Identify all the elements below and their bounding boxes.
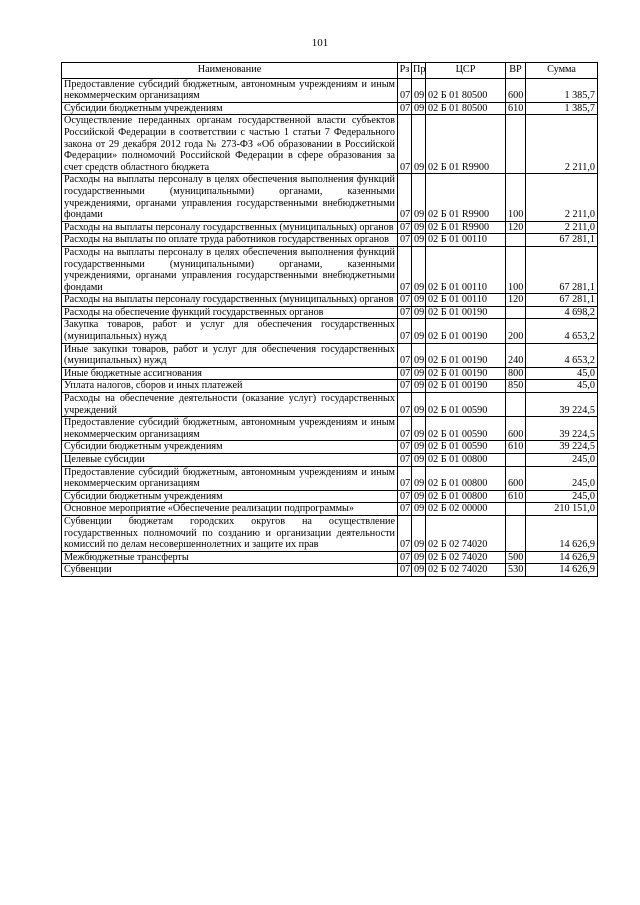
row-name: Целевые субсидии bbox=[62, 454, 398, 467]
table-row bbox=[62, 234, 598, 247]
table-row bbox=[62, 454, 598, 467]
row-rz: 07 bbox=[398, 490, 412, 503]
row-vr bbox=[506, 503, 526, 516]
row-pr: 09 bbox=[412, 319, 426, 343]
row-name: Иные бюджетные ассигнования bbox=[62, 367, 398, 380]
row-sum: 67 281,1 bbox=[526, 246, 598, 293]
row-csr: 02 Б 01 80500 bbox=[426, 102, 506, 115]
row-vr bbox=[506, 515, 526, 551]
table-row bbox=[62, 466, 598, 490]
row-vr bbox=[506, 454, 526, 467]
row-csr: 02 Б 01 00110 bbox=[426, 234, 506, 247]
row-rz: 07 bbox=[398, 78, 412, 102]
table-row bbox=[62, 515, 598, 551]
row-vr bbox=[506, 393, 526, 417]
row-pr: 09 bbox=[412, 441, 426, 454]
row-name: Субсидии бюджетным учреждениям bbox=[62, 441, 398, 454]
row-name: Предоставление субсидий бюджетным, автономным учреждениям и иным некоммерческим организациям bbox=[62, 466, 398, 490]
table-row bbox=[62, 319, 598, 343]
row-name: Межбюджетные трансферты bbox=[62, 551, 398, 564]
row-name: Уплата налогов, сборов и иных платежей bbox=[62, 380, 398, 393]
row-pr: 09 bbox=[412, 417, 426, 441]
row-rz: 07 bbox=[398, 246, 412, 293]
table-row bbox=[62, 306, 598, 319]
row-csr: 02 Б 01 R9900 bbox=[426, 115, 506, 174]
row-pr: 09 bbox=[412, 466, 426, 490]
row-pr: 09 bbox=[412, 78, 426, 102]
row-csr: 02 Б 01 00110 bbox=[426, 246, 506, 293]
budget-table bbox=[61, 62, 598, 577]
row-rz: 07 bbox=[398, 417, 412, 441]
row-csr: 02 Б 01 00590 bbox=[426, 393, 506, 417]
row-name: Предоставление субсидий бюджетным, автономным учреждениям и иным некоммерческим организациям bbox=[62, 417, 398, 441]
row-name: Расходы на выплаты персоналу государственных (муниципальных) органов bbox=[62, 221, 398, 234]
header-name: Наименование bbox=[62, 63, 398, 79]
row-vr: 850 bbox=[506, 380, 526, 393]
row-rz: 07 bbox=[398, 551, 412, 564]
row-sum: 14 626,9 bbox=[526, 515, 598, 551]
row-csr: 02 Б 01 00590 bbox=[426, 441, 506, 454]
row-rz: 07 bbox=[398, 454, 412, 467]
row-csr: 02 Б 01 00110 bbox=[426, 294, 506, 307]
row-name: Расходы на обеспечение деятельности (оказание услуг) государственных учреждений bbox=[62, 393, 398, 417]
row-sum: 210 151,0 bbox=[526, 503, 598, 516]
row-sum: 1 385,7 bbox=[526, 102, 598, 115]
row-vr: 610 bbox=[506, 102, 526, 115]
row-rz: 07 bbox=[398, 564, 412, 577]
row-sum: 245,0 bbox=[526, 466, 598, 490]
row-vr: 200 bbox=[506, 319, 526, 343]
row-rz: 07 bbox=[398, 294, 412, 307]
row-csr: 02 Б 01 R9900 bbox=[426, 174, 506, 221]
row-rz: 07 bbox=[398, 319, 412, 343]
row-name: Основное мероприятие «Обеспечение реализации подпрограммы» bbox=[62, 503, 398, 516]
table-row bbox=[62, 102, 598, 115]
header-sum: Сумма bbox=[526, 63, 598, 79]
row-pr: 09 bbox=[412, 564, 426, 577]
row-csr: 02 Б 01 00800 bbox=[426, 466, 506, 490]
row-rz: 07 bbox=[398, 306, 412, 319]
row-pr: 09 bbox=[412, 380, 426, 393]
row-pr: 09 bbox=[412, 294, 426, 307]
row-pr: 09 bbox=[412, 221, 426, 234]
row-pr: 09 bbox=[412, 393, 426, 417]
row-vr: 120 bbox=[506, 294, 526, 307]
row-rz: 07 bbox=[398, 102, 412, 115]
row-vr: 610 bbox=[506, 441, 526, 454]
row-csr: 02 Б 01 R9900 bbox=[426, 221, 506, 234]
table-row bbox=[62, 246, 598, 293]
row-rz: 07 bbox=[398, 441, 412, 454]
row-pr: 09 bbox=[412, 102, 426, 115]
table-row bbox=[62, 490, 598, 503]
row-name: Расходы на обеспечение функций государственных органов bbox=[62, 306, 398, 319]
page-number: 101 bbox=[311, 37, 329, 49]
row-csr: 02 Б 01 00800 bbox=[426, 490, 506, 503]
row-sum: 1 385,7 bbox=[526, 78, 598, 102]
table-row bbox=[62, 393, 598, 417]
row-sum: 45,0 bbox=[526, 380, 598, 393]
row-rz: 07 bbox=[398, 343, 412, 367]
row-name: Расходы на выплаты персоналу в целях обеспечения выполнения функций государственными (муниципальными) органами, казенными учреждениями, органами управления государственными внебюджетными фондами bbox=[62, 246, 398, 293]
row-pr: 09 bbox=[412, 503, 426, 516]
row-vr: 100 bbox=[506, 174, 526, 221]
table-row bbox=[62, 441, 598, 454]
row-name: Расходы на выплаты персоналу государственных (муниципальных) органов bbox=[62, 294, 398, 307]
row-rz: 07 bbox=[398, 393, 412, 417]
table-row bbox=[62, 115, 598, 174]
row-sum: 245,0 bbox=[526, 490, 598, 503]
row-rz: 07 bbox=[398, 367, 412, 380]
row-csr: 02 Б 01 00800 bbox=[426, 454, 506, 467]
row-name: Субвенции бюджетам городских округов на осуществление государственных полномочий по созданию и организации деятельности комиссий по делам несовершеннолетних и защите их прав bbox=[62, 515, 398, 551]
header-csr: ЦСР bbox=[426, 63, 506, 79]
row-sum: 2 211,0 bbox=[526, 115, 598, 174]
row-pr: 09 bbox=[412, 234, 426, 247]
table-row bbox=[62, 417, 598, 441]
row-pr: 09 bbox=[412, 367, 426, 380]
row-vr: 530 bbox=[506, 564, 526, 577]
row-vr: 500 bbox=[506, 551, 526, 564]
table-row bbox=[62, 221, 598, 234]
row-name: Субсидии бюджетным учреждениям bbox=[62, 490, 398, 503]
row-sum: 45,0 bbox=[526, 367, 598, 380]
header-rz: Рз bbox=[398, 63, 412, 79]
table-row bbox=[62, 564, 598, 577]
row-name: Субсидии бюджетным учреждениям bbox=[62, 102, 398, 115]
row-sum: 4 653,2 bbox=[526, 343, 598, 367]
row-rz: 07 bbox=[398, 503, 412, 516]
table-header-row bbox=[62, 63, 598, 79]
row-rz: 07 bbox=[398, 174, 412, 221]
row-sum: 67 281,1 bbox=[526, 234, 598, 247]
table-row bbox=[62, 294, 598, 307]
table-row bbox=[62, 380, 598, 393]
row-vr: 600 bbox=[506, 78, 526, 102]
row-rz: 07 bbox=[398, 466, 412, 490]
table-row bbox=[62, 503, 598, 516]
row-csr: 02 Б 02 00000 bbox=[426, 503, 506, 516]
row-csr: 02 Б 01 80500 bbox=[426, 78, 506, 102]
row-pr: 09 bbox=[412, 343, 426, 367]
row-name: Закупка товаров, работ и услуг для обеспечения государственных (муниципальных) нужд bbox=[62, 319, 398, 343]
row-pr: 09 bbox=[412, 515, 426, 551]
row-sum: 2 211,0 bbox=[526, 221, 598, 234]
row-pr: 09 bbox=[412, 551, 426, 564]
row-name: Субвенции bbox=[62, 564, 398, 577]
row-csr: 02 Б 01 00190 bbox=[426, 380, 506, 393]
row-pr: 09 bbox=[412, 115, 426, 174]
header-vr: ВР bbox=[506, 63, 526, 79]
row-sum: 14 626,9 bbox=[526, 564, 598, 577]
row-pr: 09 bbox=[412, 174, 426, 221]
row-name: Расходы на выплаты персоналу в целях обеспечения выполнения функций государственными (муниципальными) органами, казенными учреждениями, органами управления государственными внебюджетными фондами bbox=[62, 174, 398, 221]
row-rz: 07 bbox=[398, 115, 412, 174]
row-vr: 610 bbox=[506, 490, 526, 503]
row-rz: 07 bbox=[398, 380, 412, 393]
header-pr: Пр bbox=[412, 63, 426, 79]
row-pr: 09 bbox=[412, 454, 426, 467]
row-sum: 14 626,9 bbox=[526, 551, 598, 564]
table-row bbox=[62, 78, 598, 102]
table-row bbox=[62, 174, 598, 221]
row-pr: 09 bbox=[412, 306, 426, 319]
row-name: Иные закупки товаров, работ и услуг для обеспечения государственных (муниципальных) нужд bbox=[62, 343, 398, 367]
row-sum: 39 224,5 bbox=[526, 393, 598, 417]
row-csr: 02 Б 02 74020 bbox=[426, 515, 506, 551]
table-row bbox=[62, 551, 598, 564]
row-vr: 600 bbox=[506, 466, 526, 490]
row-pr: 09 bbox=[412, 246, 426, 293]
row-name: Предоставление субсидий бюджетным, автономным учреждениям и иным некоммерческим организациям bbox=[62, 78, 398, 102]
row-vr bbox=[506, 115, 526, 174]
row-csr: 02 Б 02 74020 bbox=[426, 564, 506, 577]
row-sum: 67 281,1 bbox=[526, 294, 598, 307]
table-row bbox=[62, 367, 598, 380]
row-vr: 120 bbox=[506, 221, 526, 234]
row-csr: 02 Б 01 00190 bbox=[426, 343, 506, 367]
row-name: Расходы на выплаты по оплате труда работников государственных органов bbox=[62, 234, 398, 247]
row-vr: 600 bbox=[506, 417, 526, 441]
row-csr: 02 Б 01 00190 bbox=[426, 367, 506, 380]
row-vr: 100 bbox=[506, 246, 526, 293]
row-sum: 39 224,5 bbox=[526, 417, 598, 441]
row-sum: 4 653,2 bbox=[526, 319, 598, 343]
row-vr: 800 bbox=[506, 367, 526, 380]
row-sum: 2 211,0 bbox=[526, 174, 598, 221]
row-csr: 02 Б 02 74020 bbox=[426, 551, 506, 564]
row-sum: 39 224,5 bbox=[526, 441, 598, 454]
row-pr: 09 bbox=[412, 490, 426, 503]
row-csr: 02 Б 01 00190 bbox=[426, 306, 506, 319]
row-csr: 02 Б 01 00190 bbox=[426, 319, 506, 343]
row-rz: 07 bbox=[398, 234, 412, 247]
row-name: Осуществление переданных органам государственной власти субъектов Российской Федерации в соответствии с частью 1 статьи 7 Федерального закона от 29 декабря 2012 года № 273-ФЗ «Об образовании в Российской Федерации» полномочий Российской Федерации в сфере образования за счет средств областного бюджета bbox=[62, 115, 398, 174]
table-row bbox=[62, 343, 598, 367]
row-vr bbox=[506, 306, 526, 319]
row-csr: 02 Б 01 00590 bbox=[426, 417, 506, 441]
row-rz: 07 bbox=[398, 515, 412, 551]
row-vr bbox=[506, 234, 526, 247]
row-rz: 07 bbox=[398, 221, 412, 234]
row-sum: 4 698,2 bbox=[526, 306, 598, 319]
row-vr: 240 bbox=[506, 343, 526, 367]
row-sum: 245,0 bbox=[526, 454, 598, 467]
